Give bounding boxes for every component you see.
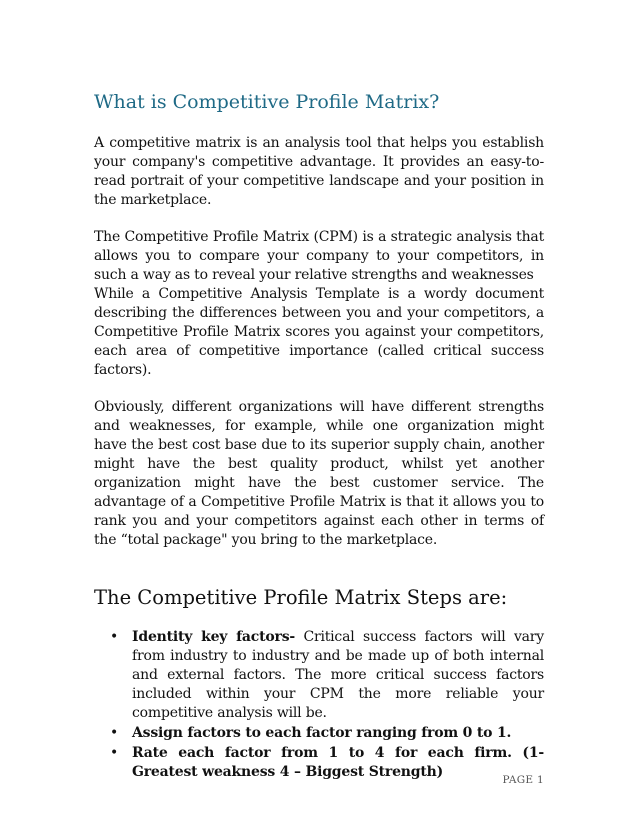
bullet-icon: • <box>110 629 119 645</box>
page-title: What is Competitive Profile Matrix? <box>94 91 440 113</box>
paragraph-advantage: Obviously, different organizations will have different strengths and weaknesses, for example, while one organization might have the best cost base due to its superior supply chain, another might have the best quality product, whilst yet another organization might have the best customer service. The advantage of a Competitive Profile Matrix is that it allows you to rank you and your competitors against each other in terms of the “total package" you bring to the marketplace. <box>94 399 544 548</box>
step-bold-text: Identity key factors- <box>132 629 295 645</box>
steps-list <box>94 628 544 782</box>
list-item <box>110 724 544 743</box>
spacer <box>94 210 544 228</box>
paragraph-comparison: While a Competitive Analysis Template is a wordy document describing the differences between you and your competitors, a Competitive Profile Matrix scores you against your competitors, each area of competitive importance (called critical success factors). <box>94 286 544 378</box>
list-item <box>110 744 544 782</box>
bullet-icon: • <box>110 745 119 761</box>
paragraph-intro: A competitive matrix is an analysis tool that helps you establish your company's competitive advantage. It provides an easy-to-read portrait of your competitive landscape and your position in the marketplace. <box>94 135 544 208</box>
spacer <box>94 380 544 398</box>
step-bold-text: Rate each factor from 1 to 4 for each firm. (1- Greatest weakness 4 – Biggest Strength) <box>132 745 544 780</box>
paragraph-cpm-definition: The Competitive Profile Matrix (CPM) is a strategic analysis that allows you to compare your company to your competitors, in such a way as to reveal your relative strengths and weaknesses <box>94 229 544 283</box>
list-item <box>110 628 545 723</box>
step-text: Critical success factors will vary from industry to industry and be made up of both internal and external factors. The more critical success factors included within your CPM the more reliable your competitive analysis will be. <box>132 629 545 721</box>
page-number: PAGE 1 <box>502 774 544 786</box>
step-bold-text: Assign factors to each factor ranging from 0 to 1. <box>132 725 512 741</box>
steps-heading: The Competitive Profile Matrix Steps are: <box>94 586 508 609</box>
bullet-icon: • <box>110 725 119 741</box>
